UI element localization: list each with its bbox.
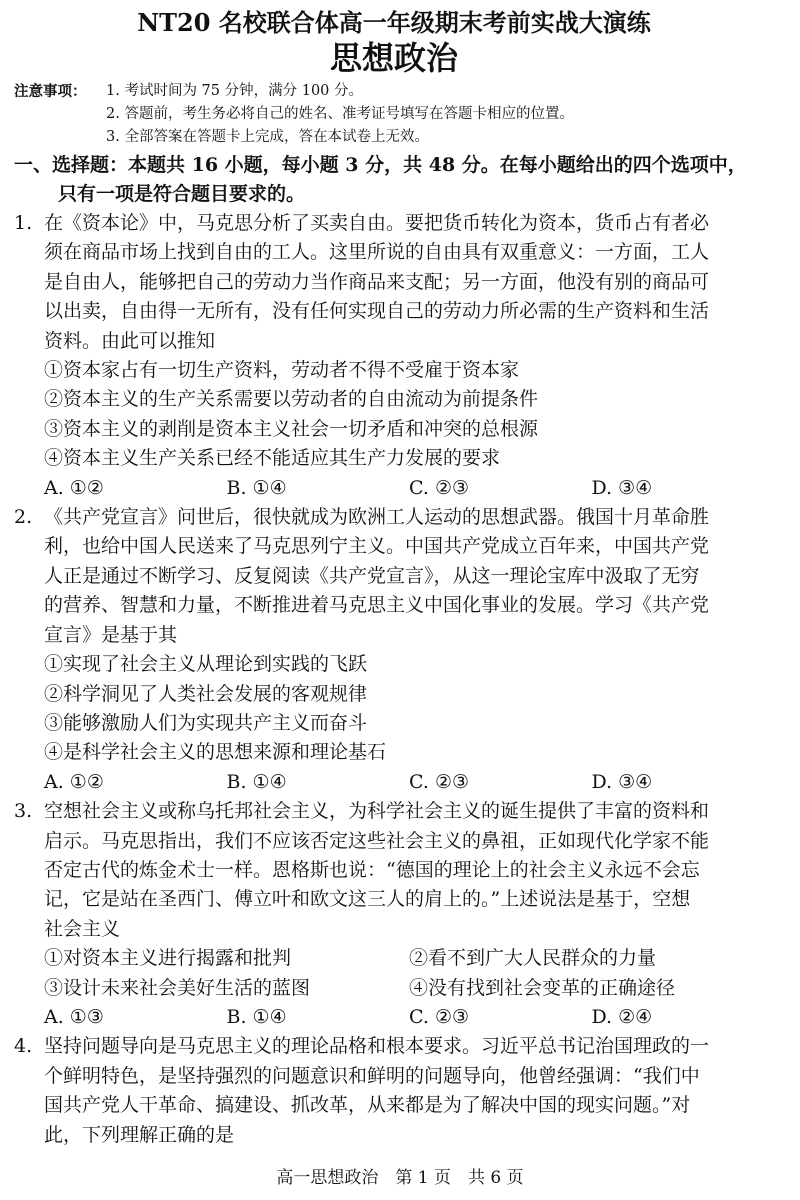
question-stem: 空想社会主义或称乌托邦社会主义，为科学社会主义的诞生提供了丰富的资料和 <box>44 800 710 823</box>
answer-choices <box>14 768 774 797</box>
question-stem: 人正是通过不断学习、反复阅读《共产党宣言》，从这一理论宝库中汲取了无穷 <box>44 564 700 587</box>
question-stem: 利，也给中国人民送来了马克思列宁主义。中国共产党成立百年来，中国共产党 <box>44 535 710 558</box>
question-1 <box>14 209 774 503</box>
statement-option: ②看不到广大人民群众的力量 <box>409 947 657 970</box>
question-stem: 个鲜明特色，是坚持强烈的问题意识和鲜明的问题导向，他曾经强调：“我们中 <box>44 1064 700 1087</box>
answer-choice-b: B. ①④ <box>226 1005 287 1028</box>
statement-option: ④资本主义生产关系已经不能适应其生产力发展的要求 <box>44 447 501 470</box>
answer-choice-a: A. ①③ <box>44 1005 104 1028</box>
question-stem: 是自由人，能够把自己的劳动力当作商品来支配；另一方面，他没有别的商品可 <box>44 270 710 293</box>
statement-option: ④是科学社会主义的思想来源和理论基石 <box>44 741 387 764</box>
question-stem: 资料。由此可以推知 <box>44 329 216 352</box>
statement-option: ①实现了社会主义从理论到实践的飞跃 <box>44 653 368 676</box>
statement-option: ①资本家占有一切生产资料，劳动者不得不受雇于资本家 <box>44 359 520 382</box>
question-stem: 宣言》是基于其 <box>44 623 178 646</box>
section-heading <box>14 151 774 209</box>
statement-option: ②资本主义的生产关系需要以劳动者的自由流动为前提条件 <box>44 388 539 411</box>
statement-option-row <box>14 944 774 973</box>
section-heading-line: 只有一项是符合题目要求的。 <box>58 183 306 205</box>
statement-option-row <box>14 974 774 1003</box>
statement-option: ③资本主义的剥削是资本主义社会一切矛盾和冲突的总根源 <box>44 417 539 440</box>
question-2 <box>14 503 774 797</box>
statement-option: ①对资本主义进行揭露和批判 <box>44 947 292 970</box>
answer-choices <box>14 1003 774 1032</box>
question-stem: 社会主义 <box>44 917 121 940</box>
answer-choice-b: B. ①④ <box>226 476 287 499</box>
question-number: 1. <box>14 212 33 234</box>
question-stem: 启示。马克思指出，我们不应该否定这些社会主义的鼻祖，正如现代化学家不能 <box>44 829 710 852</box>
question-number: 4. <box>14 1035 33 1058</box>
answer-choice-a: A. ①② <box>44 770 104 793</box>
answer-choice-c: C. ②③ <box>409 476 470 499</box>
question-stem: 国共产党人干革命、搞建设、抓改革，从来都是为了解决中国的现实问题。”对 <box>44 1094 691 1117</box>
question-stem: 在《资本论》中，马克思分析了买卖自由。要把货币转化为资本，货币占有者必 <box>44 212 710 234</box>
page-footer: 高一思想政治 第 1 页 共 6 页 <box>276 1168 524 1188</box>
answer-choices <box>14 474 774 503</box>
statement-option: ③能够激励人们为实现共产主义而奋斗 <box>44 711 368 734</box>
answer-choice-d: D. ②④ <box>591 1005 653 1028</box>
exam-title: NT20 名校联合体高一年级期末考前实战大演练 <box>137 8 651 37</box>
statement-option: ④没有找到社会变革的正确途径 <box>409 976 676 999</box>
statement-option: ③设计未来社会美好生活的蓝图 <box>44 976 311 999</box>
answer-choice-b: B. ①④ <box>226 770 287 793</box>
subject-title: 思想政治 <box>329 39 458 77</box>
notice-item: 2. 答题前，考生务必将自己的姓名、准考证号填写在答题卡相应的位置。 <box>106 106 574 122</box>
answer-choice-d: D. ③④ <box>591 770 653 793</box>
question-stem: 否定古代的炼金术士一样。恩格斯也说：“德国的理论上的社会主义永远不会忘 <box>44 858 700 881</box>
question-stem: 的营养、智慧和力量，不断推进着马克思主义中国化事业的发展。学习《共产党 <box>44 594 710 617</box>
section-heading-line: 一、选择题：本题共 16 小题，每小题 3 分，共 48 分。在每小题给出的四个选项中， <box>14 154 747 176</box>
question-4 <box>14 1032 774 1150</box>
question-number: 2. <box>14 506 33 529</box>
answer-choice-c: C. ②③ <box>409 1005 470 1028</box>
question-stem: 此，下列理解正确的是 <box>44 1123 235 1146</box>
question-stem: 《共产党宣言》问世后，很快就成为欧洲工人运动的思想武器。俄国十月革命胜 <box>44 506 710 529</box>
question-stem: 坚持问题导向是马克思主义的理论品格和根本要求。习近平总书记治国理政的一 <box>44 1035 710 1058</box>
answer-choice-c: C. ②③ <box>409 770 470 793</box>
answer-choice-d: D. ③④ <box>591 476 653 499</box>
notice-item: 1. 考试时间为 75 分钟，满分 100 分。 <box>106 83 364 99</box>
statement-option: ②科学洞见了人类社会发展的客观规律 <box>44 682 368 705</box>
question-3 <box>14 797 774 1032</box>
question-number: 3. <box>14 800 33 823</box>
answer-choice-a: A. ①② <box>44 476 104 499</box>
question-stem: 须在商品市场上找到自由的工人。这里所说的自由具有双重意义：一方面，工人 <box>44 241 710 264</box>
question-stem: 以出卖，自由得一无所有，没有任何实现自己的劳动力所必需的生产资料和生活 <box>44 300 710 323</box>
question-stem: 记，它是站在圣西门、傅立叶和欧文这三人的肩上的。”上述说法是基于，空想 <box>44 888 691 911</box>
notice-item: 3. 全部答案在答题卡上完成，答在本试卷上无效。 <box>106 129 429 145</box>
notice-label: 注意事项： <box>14 83 87 100</box>
notice-block <box>14 80 774 149</box>
